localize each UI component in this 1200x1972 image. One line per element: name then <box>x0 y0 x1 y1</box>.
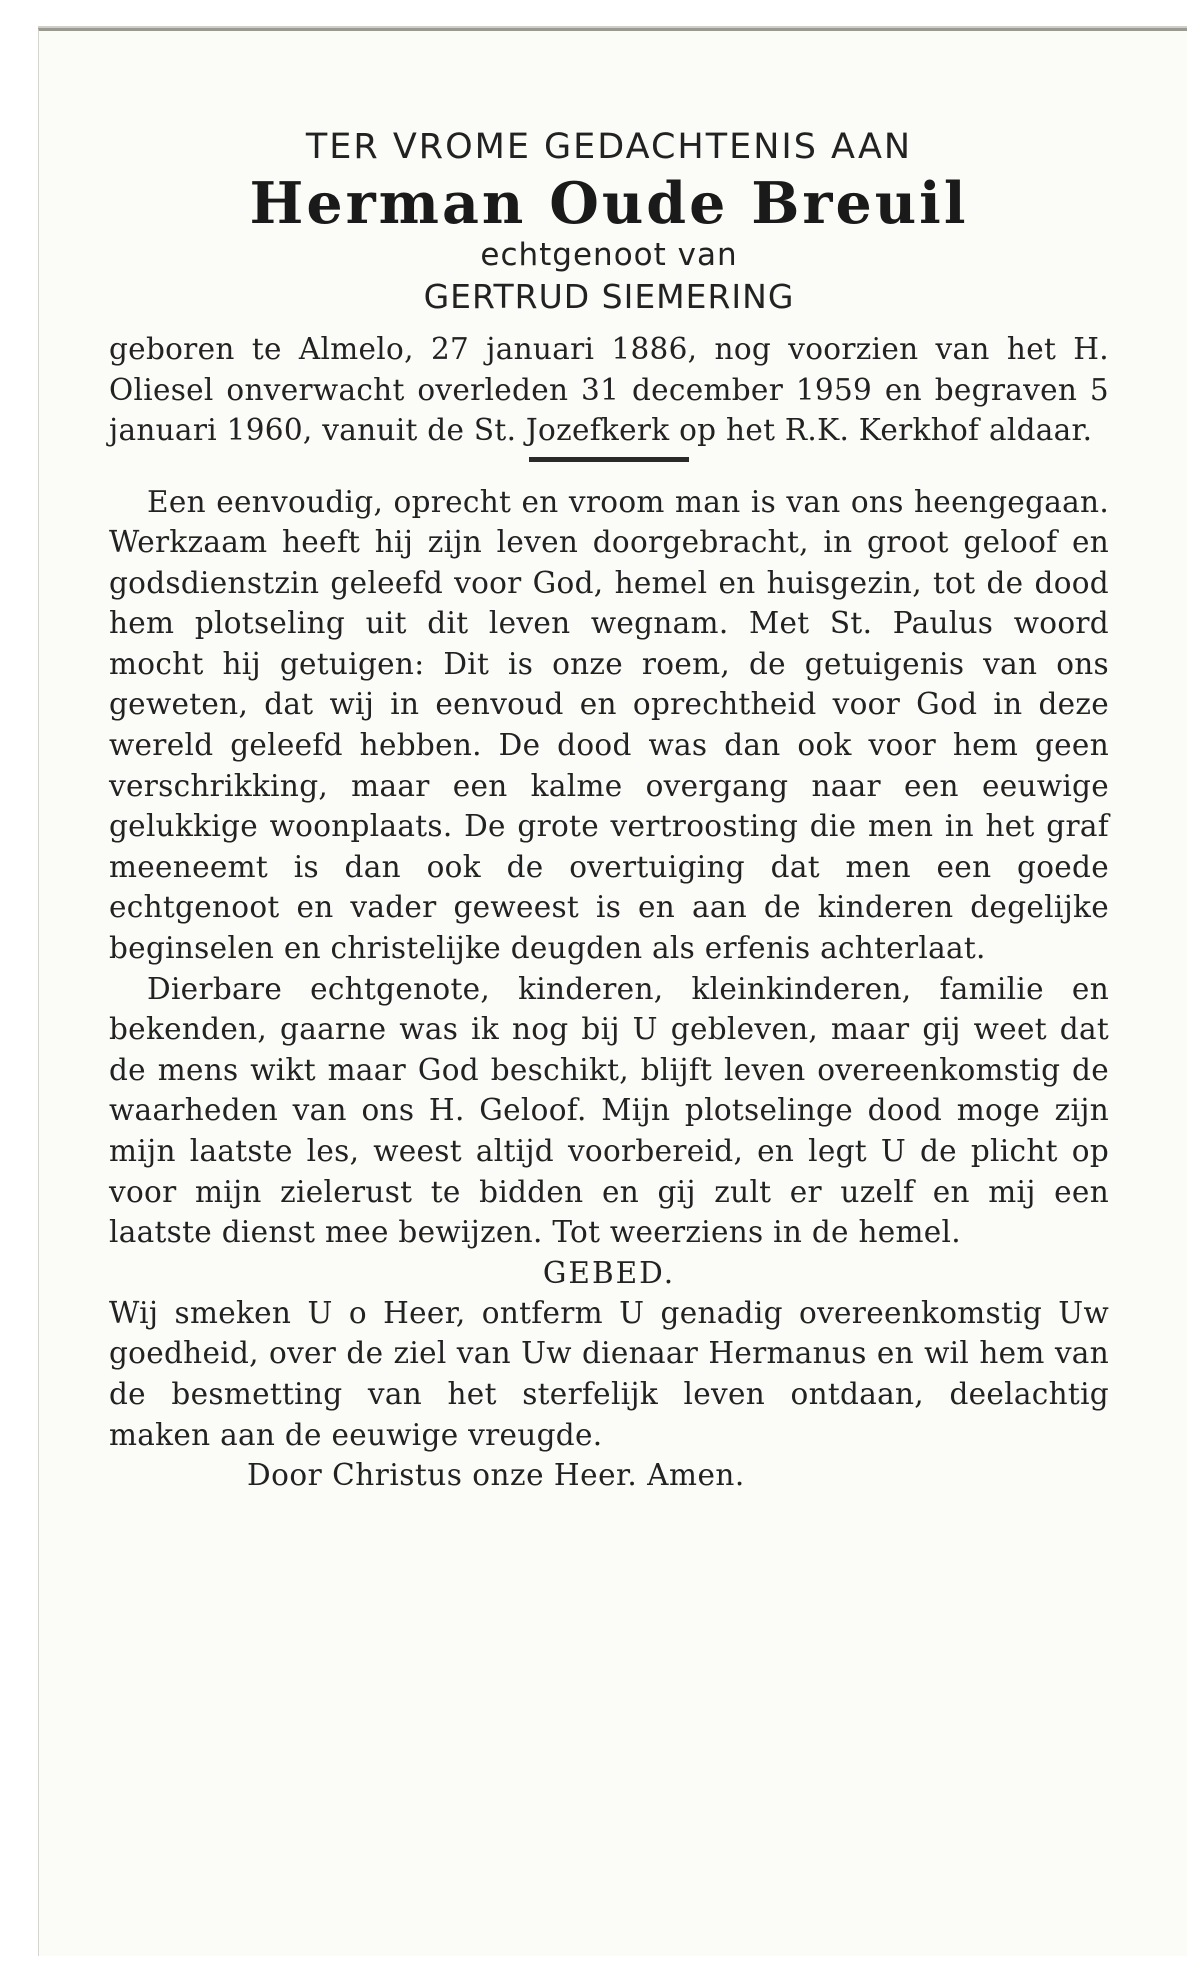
farewell-paragraph: Dierbare echtgenote, kinderen, kleinkinderen, familie en bekenden, gaarne was ik nog bij U gebleven, maar gij weet dat de mens wikt maar God beschikt, blijft leven overeenkomstig de waarheden van ons H. Geloof. Mijn plotselinge dood moge zijn mijn laatste les, weest altijd voorbereid, en legt U de plicht op voor mijn zielerust te bidden en gij zult er uzelf en mij een laatste dienst mee bewijzen. Tot weerziens in de hemel. <box>109 971 1109 1250</box>
prayer-text: Wij smeken U o Heer, ontferm U genadig overeenkomstig Uw goedheid, over de ziel van Uw dienaar Hermanus en wil hem van de besmetting van het sterfelijk leven ontdaan, deelachtig maken aan de eeuwige vreugde. <box>109 1295 1109 1452</box>
tribute-paragraph: Een eenvoudig, oprecht en vroom man is van ons heengegaan. Werkzaam heeft hij zijn leven doorgebracht, in groot geloof en godsdienstzin geleefd voor God, hemel en huisgezin, tot de dood hem plotseling uit dit leven wegnam. Met St. Paulus woord mocht hij getuigen: Dit is onze roem, de getuigenis van ons geweten, dat wij in eenvoud en oprechtheid voor God in deze wereld geleefd hebben. De dood was dan ook voor hem geen verschrikking, maar een kalme overgang naar een eeuwige gelukkige woonplaats. De grote vertroosting die men in het graf meeneemt is dan ook de overtuiging dat men een goede echtgenoot en vader geweest is en aan de kinderen degelijke beginselen en christelijke deugden als erfenis achterlaat. <box>109 484 1109 966</box>
spouse-name: GERTRUD SIEMERING <box>423 277 795 316</box>
card-content <box>109 121 1109 1496</box>
memorial-card <box>38 28 1187 1956</box>
biography-text: geboren te Almelo, 27 januari 1886, nog voorzien van het H. Oliesel onverwacht overleden 31 december 1959 en begraven 5 januari 1960, vanuit de St. Jozefkerk op het R.K. Kerkhof aldaar. <box>109 332 1109 447</box>
card-heading: TER VROME GEDACHTENIS AAN <box>305 127 913 167</box>
closing-line: Door Christus onze Heer. Amen. <box>247 1458 745 1493</box>
divider <box>529 457 689 462</box>
prayer-heading: GEBED. <box>542 1255 676 1290</box>
spouse-of-label: echtgenoot van <box>480 237 738 273</box>
deceased-name: Herman Oude Breuil <box>249 170 969 237</box>
